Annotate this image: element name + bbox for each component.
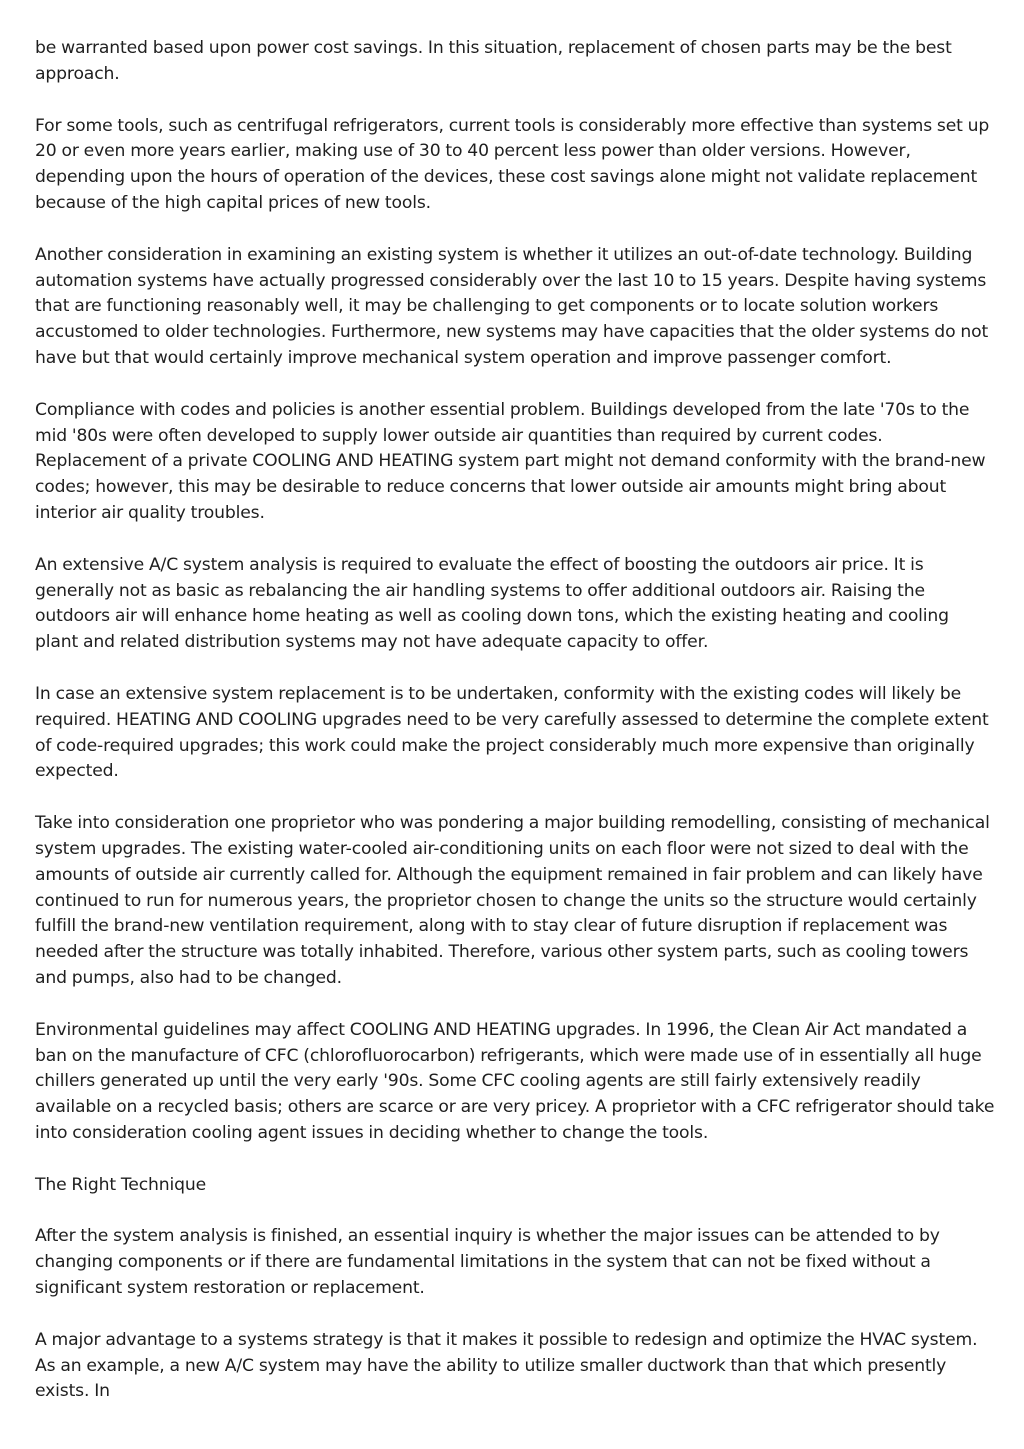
paragraph-out-of-date-technology: Another consideration in examining an existing system is whether it utilizes an out-of-date technology. Building automation systems have actually progressed considerably over the last 10 to 15 years. Despite having systems that are functioning reasonably well, it may be challenging to get components or to locate solution workers accustomed to older technologies. Furthermore, new systems may have capacities that the older systems do not have but that would certainly improve mechanical system operation and improve passenger comfort. [35,244,989,368]
paragraph-system-replacement: In case an extensive system replacement is to be undertaken, conformity with the existing codes will likely be required. HEATING AND COOLING upgrades need to be very carefully assessed to determine the complete extent of code-required upgrades; this work could make the project considerably much more expensive than originally expected. [35,683,989,782]
paragraph-power-cost-savings: be warranted based upon power cost savings. In this situation, replacement of chosen parts may be the best approach. [35,38,952,84]
paragraph-proprietor-example: Take into consideration one proprietor who was pondering a major building remodelling, consisting of mechanical system upgrades. The existing water-cooled air-conditioning units on each floor were not sized to deal with the amounts of outside air currently called for. Although the equipment remained in fair problem and can likely have continued to run for numerous years, the proprietor chosen to change the units so the structure would certainly fulfill the brand-new ventilation requirement, along with to stay clear of future disruption if replacement was needed after the structure was totally inhabited. Therefore, various other system parts, such as cooling towers and pumps, also had to be changed. [35,813,990,988]
paragraph-centrifugal-refrigerators: For some tools, such as centrifugal refrigerators, current tools is considerably more effective than systems set up 20 or even more years earlier, making use of 30 to 40 percent less power than older versions. However, depending upon the hours of operation of the devices, these cost savings alone might not validate replacement because of the high capital prices of new tools. [35,115,990,213]
paragraph-environmental-guidelines: Environmental guidelines may affect COOLING AND HEATING upgrades. In 1996, the Clean Air Act mandated a ban on the manufacture of CFC (chlorofluorocarbon) refrigerants, which were made use of in essentially all huge chillers generated up until the very early '90s. Some CFC cooling agents are still fairly extensively readily available on a recycled basis; others are scarce or are very pricey. A proprietor with a CFC refrigerator should take into consideration cooling agent issues in deciding whether to change the tools. [35,1019,995,1143]
section-heading-right-technique: The Right Technique [35,1174,207,1195]
paragraph-codes-compliance: Compliance with codes and policies is another essential problem. Buildings developed from the late '70s to the mid '80s were often developed to supply lower outside air quantities than required by current codes. Replacement of a private COOLING AND HEATING system part might not demand conformity with the brand-new codes; however, this may be desirable to reduce concerns that lower outside air amounts might bring about interior air quality troubles. [35,399,986,523]
paragraph-system-analysis: An extensive A/C system analysis is required to evaluate the effect of boosting the outdoors air price. It is generally not as basic as rebalancing the air handling systems to offer additional outdoors air. Raising the outdoors air will enhance home heating as well as cooling down tons, which the existing heating and cooling plant and related distribution systems may not have adequate capacity to offer. [35,554,949,653]
paragraph-systems-strategy: A major advantage to a systems strategy is that it makes it possible to redesign and optimize the HVAC system. As an example, a new A/C system may have the ability to utilize smaller ductwork than that which presently exists. In [35,1329,978,1402]
paragraph-after-analysis: After the system analysis is finished, an essential inquiry is whether the major issues can be attended to by changing components or if there are fundamental limitations in the system that can not be fixed without a significant system restoration or replacement. [35,1226,940,1299]
document-body [35,36,995,1431]
